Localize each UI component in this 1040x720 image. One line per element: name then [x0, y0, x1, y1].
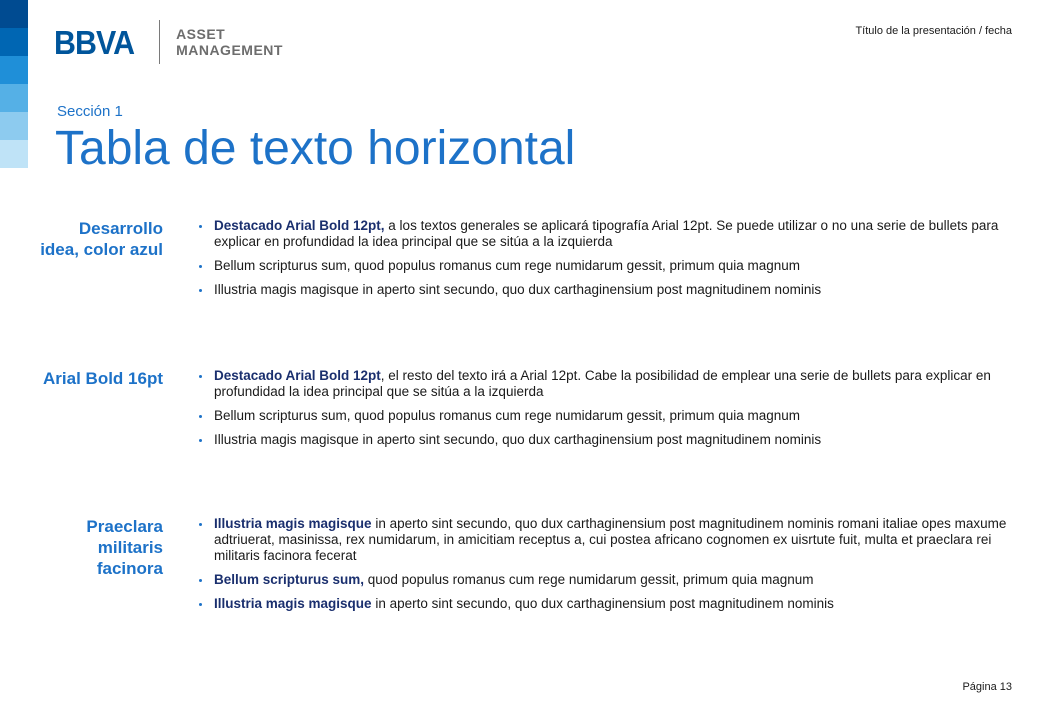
- row-heading: Arial Bold 16pt: [43, 369, 163, 388]
- item-text: in aperto sint secundo, quo dux carthaginensium post magnitudinem nominis romani italiae opes maxume adtriuerat, masinissa, rex numidarum, in amicitiam receptus a, cui postea africano cognomen ex uisrtute fuit, multa et praeclara rei militaris facinora fecerat: [214, 516, 1007, 563]
- item-bold-lead: Destacado Arial Bold 12pt,: [214, 218, 385, 233]
- stripe-block: [0, 28, 28, 56]
- section-label: Sección 1: [57, 103, 123, 120]
- stripe-block: [0, 84, 28, 112]
- logo-subtitle-line1: ASSET: [176, 26, 226, 42]
- bullet-list: [197, 218, 1022, 306]
- bullet-icon: [199, 603, 202, 606]
- list-item: [197, 408, 1022, 424]
- stripe-block: [0, 0, 28, 28]
- list-item: [197, 218, 1022, 250]
- bbva-asset-management-logo: [54, 20, 283, 64]
- bullet-list: [197, 516, 1022, 620]
- list-item: [197, 572, 1022, 588]
- item-text: in aperto sint secundo, quo dux carthaginensium post magnitudinem nominis: [371, 596, 834, 611]
- stripe-block: [0, 140, 28, 168]
- stripe-block: [0, 112, 28, 140]
- bullet-icon: [199, 439, 202, 442]
- item-text: Bellum scripturus sum, quod populus romanus cum rege numidarum gessit, primum quia magnum: [214, 258, 801, 273]
- item-text: a los textos generales se aplicará tipografía Arial 12pt. Se puede utilizar o no una serie de bullets para explicar en profundidad la idea principal que se sitúa a la izquierda: [214, 218, 999, 249]
- item-bold-lead: Illustria magis magisque: [214, 596, 372, 611]
- item-text: Illustria magis magisque in aperto sint secundo, quo dux carthaginensium post magnitudinem nominis: [214, 282, 822, 297]
- presentation-title: Título de la presentación / fecha: [855, 25, 1012, 37]
- item-bold-lead: Bellum scripturus sum,: [214, 572, 365, 587]
- bullet-list: [197, 368, 1022, 456]
- bullet-icon: [199, 523, 202, 526]
- row-heading: Praeclara militaris facinora: [86, 517, 163, 578]
- page-title: Tabla de texto horizontal: [55, 122, 576, 175]
- bullet-icon: [199, 225, 202, 228]
- list-item: [197, 258, 1022, 274]
- bullet-icon: [199, 579, 202, 582]
- list-item: [197, 368, 1022, 400]
- list-item: [197, 516, 1022, 564]
- bullet-icon: [199, 265, 202, 268]
- list-item: [197, 432, 1022, 448]
- bullet-icon: [199, 415, 202, 418]
- bullet-icon: [199, 289, 202, 292]
- logo-subtitle: [176, 26, 283, 58]
- logo-wordmark: BBVA: [54, 23, 135, 61]
- page-number: Página 13: [962, 681, 1012, 693]
- item-text: Illustria magis magisque in aperto sint secundo, quo dux carthaginensium post magnitudinem nominis: [214, 432, 822, 447]
- logo-subtitle-line2: MANAGEMENT: [176, 42, 283, 58]
- logo-divider: [159, 20, 160, 64]
- item-text: , el resto del texto irá a Arial 12pt. Cabe la posibilidad de emplear una serie de bullets para explicar en profundidad la idea principal que se sitúa a la izquierda: [214, 368, 991, 399]
- decorative-stripe: [0, 0, 28, 170]
- bullet-icon: [199, 375, 202, 378]
- list-item: [197, 596, 1022, 612]
- item-text: Bellum scripturus sum, quod populus romanus cum rege numidarum gessit, primum quia magnum: [214, 408, 801, 423]
- row-heading: Desarrollo idea, color azul: [40, 219, 163, 259]
- item-bold-lead: Destacado Arial Bold 12pt: [214, 368, 381, 383]
- item-bold-lead: Illustria magis magisque: [214, 516, 372, 531]
- item-text: quod populus romanus cum rege numidarum gessit, primum quia magnum: [364, 572, 814, 587]
- stripe-block: [0, 56, 28, 84]
- list-item: [197, 282, 1022, 298]
